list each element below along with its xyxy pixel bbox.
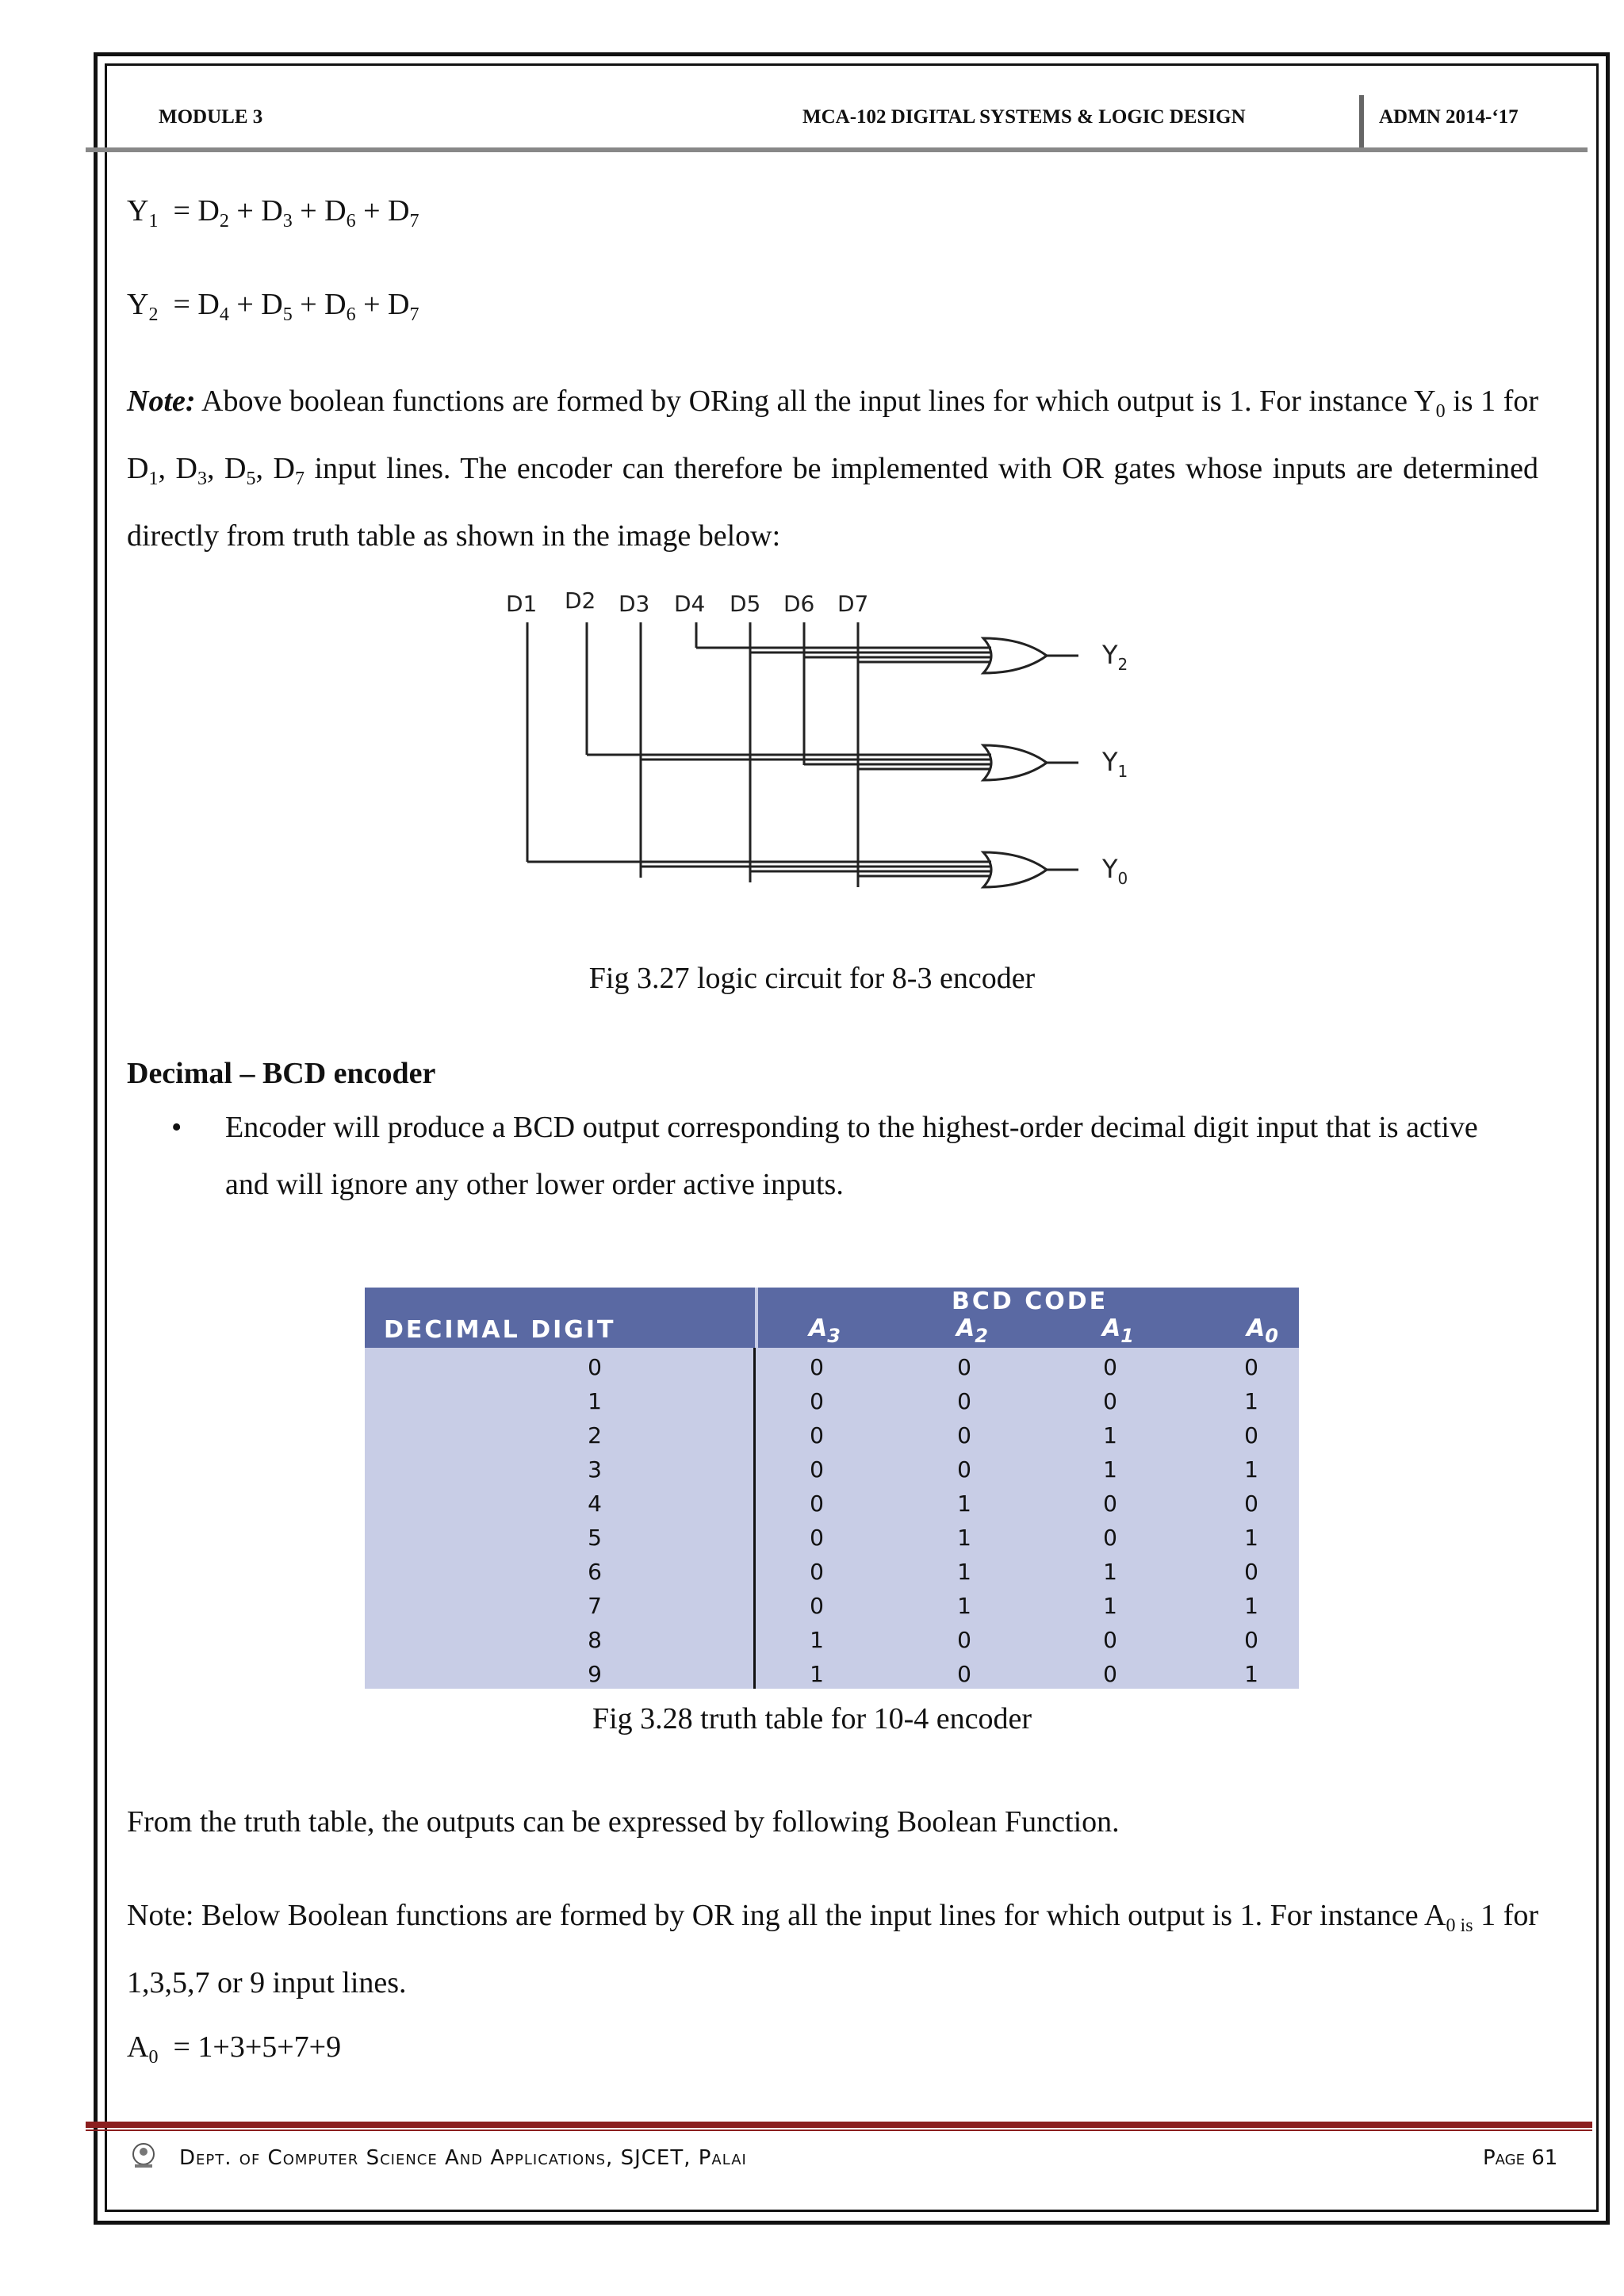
decimal-digit-cell: 5 <box>588 1525 602 1551</box>
header-bcd-code: BCD CODE <box>952 1288 1109 1315</box>
header-a3: $A_3$ <box>809 1314 841 1347</box>
figure-caption-3-27: Fig 3.27 logic circuit for 8-3 encoder <box>588 962 1036 995</box>
header-module: MODULE 3 <box>159 106 263 128</box>
decimal-digit-cell: 9 <box>588 1661 602 1687</box>
input-label-d7: D7 <box>837 591 869 617</box>
bcd-bit-cell: 1 <box>957 1490 971 1517</box>
bcd-bit-cell: 0 <box>810 1593 824 1619</box>
or-gate-y2 <box>983 638 1047 673</box>
decimal-digit-cell: 2 <box>588 1422 602 1448</box>
table-body <box>365 1348 1299 1689</box>
input-label-d3: D3 <box>619 591 650 617</box>
input-label-d6: D6 <box>783 591 815 617</box>
bcd-bit-cell: 0 <box>1103 1661 1117 1687</box>
input-label-d4: D4 <box>674 591 706 617</box>
section-title-decimal-bcd: Decimal – BCD encoder <box>127 1057 436 1090</box>
bcd-bit-cell: 0 <box>1244 1422 1258 1448</box>
bcd-bit-cell: 1 <box>1244 1593 1258 1619</box>
bcd-bit-cell: 0 <box>1103 1525 1117 1551</box>
bullet-marker: • <box>171 1111 182 1144</box>
figure-caption-3-28: Fig 3.28 truth table for 10-4 encoder <box>592 1702 1032 1735</box>
bcd-bit-cell: 0 <box>957 1627 971 1653</box>
bcd-bit-cell: 1 <box>1244 1661 1258 1687</box>
bcd-bit-cell: 0 <box>1244 1627 1258 1653</box>
input-label-d2: D2 <box>565 587 596 614</box>
output-label-y0: $Y_0$ <box>1102 854 1128 888</box>
input-label-d1: D1 <box>506 591 538 617</box>
decimal-digit-cell: 3 <box>588 1456 602 1483</box>
decimal-digit-cell: 6 <box>588 1559 602 1585</box>
footer-department: Dept. of Computer Science And Applications, SJCET, Palai <box>179 2146 747 2170</box>
output-label-y1: $Y_1$ <box>1102 747 1128 781</box>
bcd-truth-table <box>365 1288 1299 1689</box>
table-header <box>365 1288 1299 1348</box>
bcd-bit-cell: 0 <box>1103 1627 1117 1653</box>
college-logo-icon <box>128 2141 159 2171</box>
bcd-bit-cell: 1 <box>957 1593 971 1619</box>
decimal-digit-cell: 0 <box>588 1354 602 1380</box>
paragraph-truth-table-outputs: From the truth table, the outputs can be expressed by following Boolean Function. <box>127 1805 1120 1839</box>
decimal-digit-cell: 1 <box>588 1388 602 1414</box>
decimal-digit-cell: 8 <box>588 1627 602 1653</box>
header-a2: $A_2$ <box>956 1314 988 1347</box>
note-paragraph-1: Note: Above boolean functions are formed by ORing all the input lines for which output is 1. For instance $Y_0$ is 1 for $D_1$, $D_3$, $D_5$, $D_7$ input lines. The encoder can therefore be implemented with OR gates whose inputs are determined directly from truth table as shown in the image below: <box>127 385 1539 553</box>
bcd-bit-cell: 0 <box>810 1490 824 1517</box>
header-separator <box>1359 95 1364 147</box>
bcd-bit-cell: 1 <box>1244 1388 1258 1414</box>
or-gate-y1 <box>983 745 1047 780</box>
bcd-bit-cell: 0 <box>957 1661 971 1687</box>
header-a0: $A_0$ <box>1247 1314 1278 1347</box>
bcd-bit-cell: 0 <box>810 1422 824 1448</box>
equation-a0: $A_0 = 1+3+5+7+9$ <box>127 2030 342 2068</box>
bcd-bit-cell: 0 <box>1103 1388 1117 1414</box>
bcd-bit-cell: 1 <box>1103 1456 1117 1483</box>
bcd-bit-cell: 1 <box>1103 1593 1117 1619</box>
bcd-bit-cell: 0 <box>810 1456 824 1483</box>
bcd-bit-cell: 0 <box>957 1354 971 1380</box>
bcd-bit-cell: 0 <box>810 1525 824 1551</box>
bcd-bit-cell: 1 <box>957 1559 971 1585</box>
input-label-d5: D5 <box>730 591 761 617</box>
bcd-bit-cell: 0 <box>810 1388 824 1414</box>
bcd-bit-cell: 0 <box>1244 1354 1258 1380</box>
output-label-y2: $Y_2$ <box>1102 640 1128 674</box>
bcd-bit-cell: 0 <box>957 1422 971 1448</box>
or-gate-y0 <box>983 852 1047 887</box>
page-header <box>105 95 1588 143</box>
bcd-bit-cell: 0 <box>1244 1490 1258 1517</box>
bcd-bit-cell: 0 <box>810 1354 824 1380</box>
footer-page-number: Page 61 <box>1483 2146 1558 2170</box>
bcd-bit-cell: 1 <box>1244 1456 1258 1483</box>
bcd-bit-cell: 0 <box>957 1456 971 1483</box>
note-paragraph-2: Note: Below Boolean functions are formed by OR ing all the input lines for which output is 1. For instance $A_{0 is}$ 1 for 1,3,5,7 or 9 input lines. <box>127 1899 1538 1999</box>
equation-y2: $Y_2 = D_4 + D_5 + D_6 + D_7$ <box>127 288 419 325</box>
bullet-text: Encoder will produce a BCD output corresponding to the highest-order decimal digit input that is active and will ignore any other lower order active inputs. <box>225 1111 1478 1201</box>
bcd-bit-cell: 1 <box>1244 1525 1258 1551</box>
bcd-bit-cell: 0 <box>1244 1559 1258 1585</box>
header-course: MCA-102 DIGITAL SYSTEMS & LOGIC DESIGN <box>802 106 1246 128</box>
bcd-bit-cell: 0 <box>1103 1354 1117 1380</box>
bcd-bit-cell: 0 <box>957 1388 971 1414</box>
header-decimal-digit: DECIMAL DIGIT <box>384 1316 616 1344</box>
bcd-bit-cell: 0 <box>810 1559 824 1585</box>
encoder-circuit-diagram <box>492 583 1158 916</box>
bcd-bit-cell: 0 <box>1103 1490 1117 1517</box>
bcd-bit-cell: 1 <box>810 1627 824 1653</box>
decimal-digit-cell: 4 <box>588 1490 602 1517</box>
equation-y1: $Y_1 = D_2 + D_3 + D_6 + D_7$ <box>127 194 419 232</box>
bcd-bit-cell: 1 <box>1103 1422 1117 1448</box>
header-admn: ADMN 2014-‘17 <box>1379 106 1519 128</box>
decimal-digit-cell: 7 <box>588 1593 602 1619</box>
bcd-bit-cell: 1 <box>957 1525 971 1551</box>
header-a1: $A_1$ <box>1102 1314 1134 1347</box>
bcd-bit-cell: 1 <box>1103 1559 1117 1585</box>
bcd-bit-cell: 1 <box>810 1661 824 1687</box>
footer-rule <box>86 2122 1592 2128</box>
header-rule <box>86 147 1588 152</box>
